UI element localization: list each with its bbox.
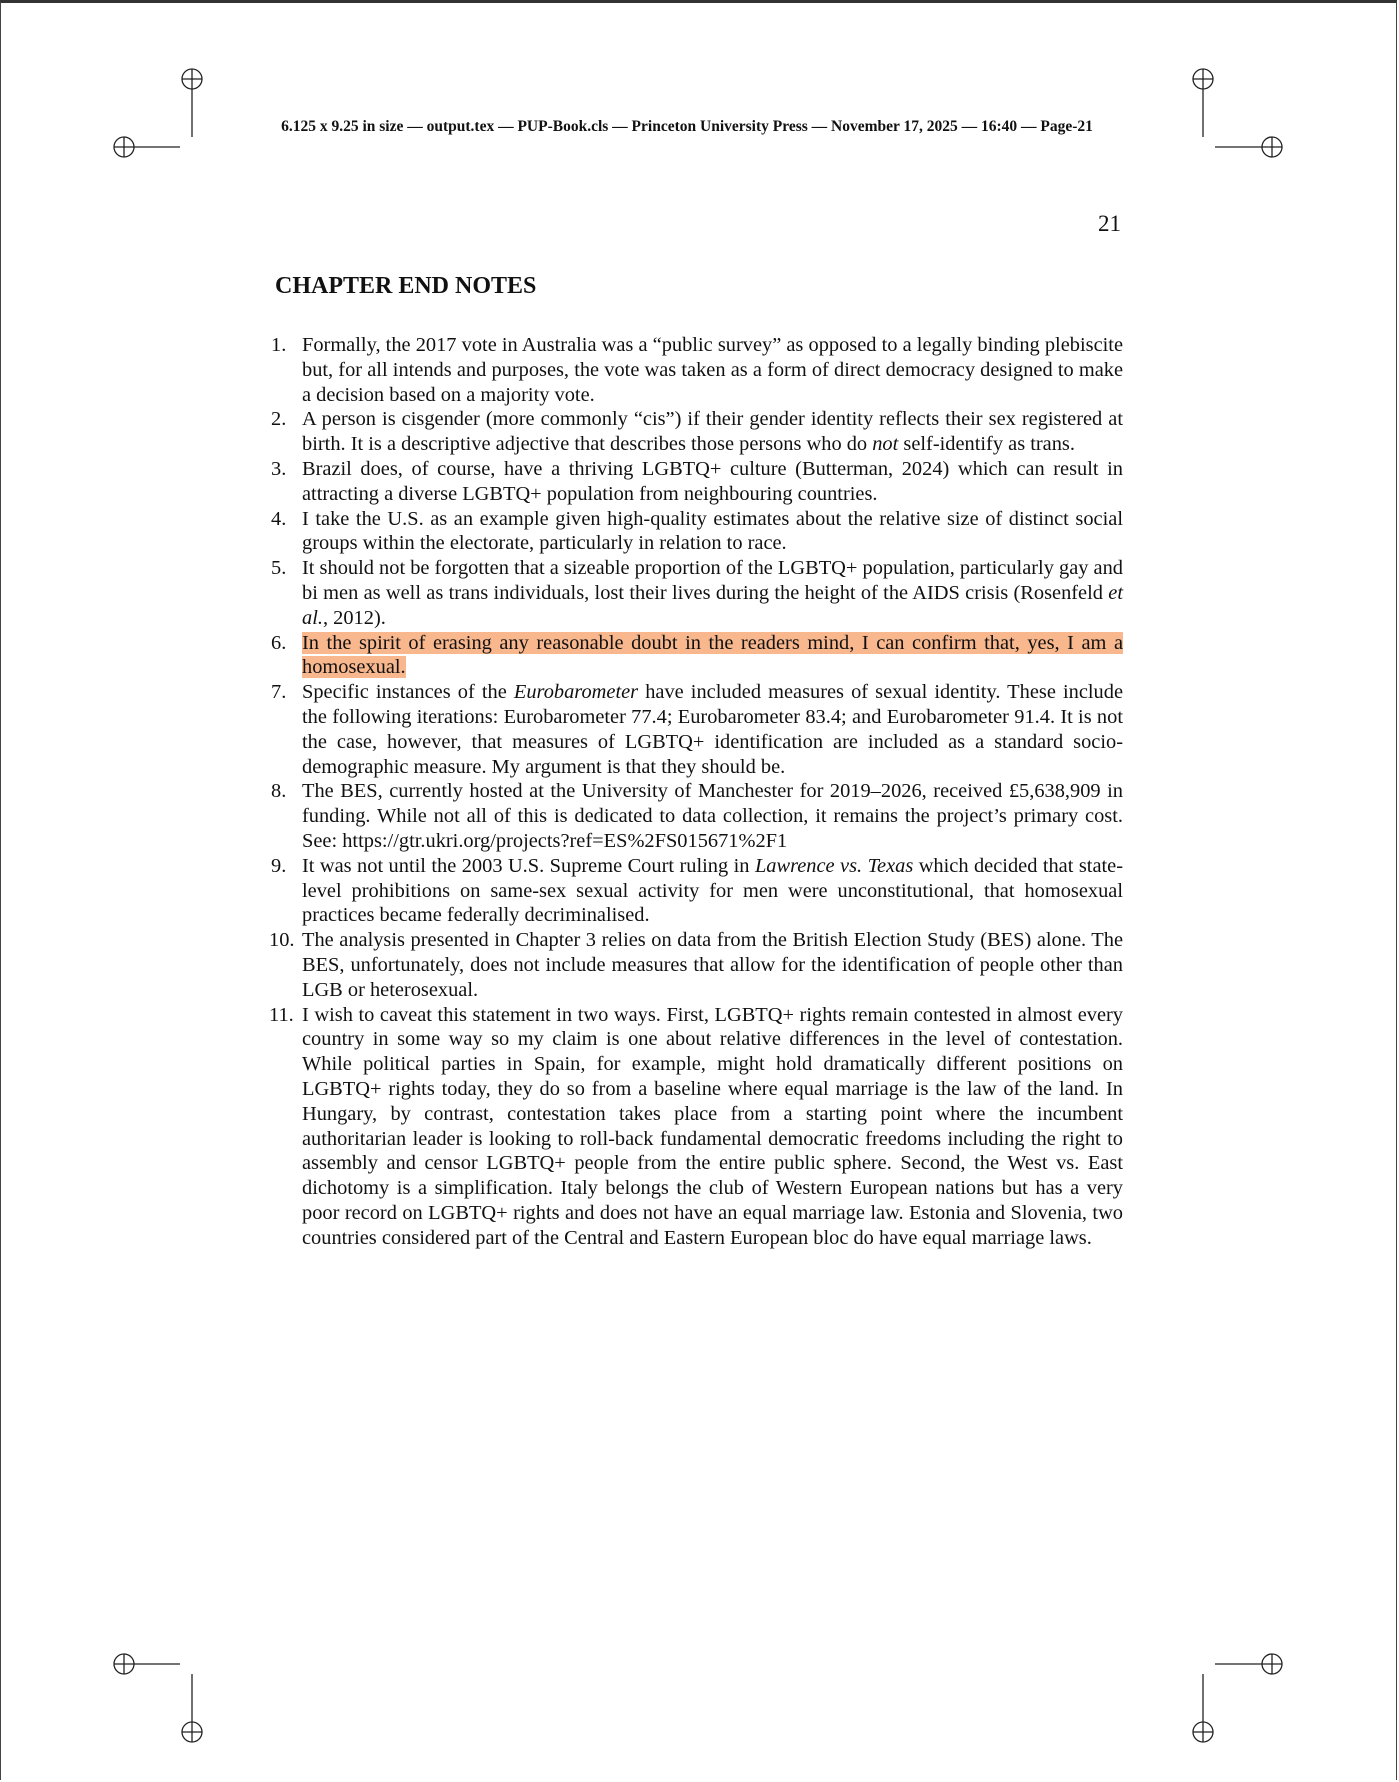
endnote-4 bbox=[271, 507, 1123, 557]
endnote-6 bbox=[271, 631, 1123, 681]
running-head: 6.125 x 9.25 in size — output.tex — PUP-Book.cls — Princeton University Press — November 17, 2025 — 16:40 — Page-21 bbox=[281, 118, 1093, 135]
registration-mark-bottom-right-lower bbox=[1193, 1674, 1213, 1742]
endnote-number: 7. bbox=[271, 681, 287, 704]
endnote-number: 1. bbox=[271, 334, 287, 356]
endnote-number: 11. bbox=[269, 1003, 294, 1026]
endnote-emphasis: Lawrence vs. Texas bbox=[754, 854, 914, 877]
endnote-emphasis: Eurobarometer bbox=[513, 681, 639, 704]
endnote-text: The analysis presented in Chapter 3 relies on data from the British Election Study (BES) alone. The BES, unfortunately, does not include measures that allow for the identification of people other than LGB or heterosexual. bbox=[302, 929, 1123, 1001]
registration-mark-bottom-right-upper bbox=[1215, 1654, 1282, 1674]
endnote-9 bbox=[271, 854, 1123, 928]
endnote-number: 9. bbox=[271, 854, 287, 877]
endnote-text: It was not until the 2003 U.S. Supreme Court ruling in bbox=[302, 854, 755, 877]
endnote-text: , 2012). bbox=[322, 606, 386, 629]
endnote-text: It should not be forgotten that a sizeable proportion of the LGBTQ+ population, particularly gay and bi men as well as trans individuals, lost their lives during the height of the AIDS crisis (Rosenfeld bbox=[302, 557, 1123, 604]
endnote-text: Formally, the 2017 vote in Australia was a “public survey” as opposed to a legally binding plebiscite but, for all intends and purposes, the vote was taken as a form of direct democracy designed to make a decision based on a majority vote. bbox=[302, 334, 1123, 406]
endnote-5 bbox=[271, 556, 1123, 630]
endnote-text: Specific instances of the bbox=[302, 681, 514, 704]
endnote-number: 4. bbox=[271, 507, 287, 530]
endnote-8 bbox=[271, 779, 1123, 853]
endnote-number: 8. bbox=[271, 780, 287, 803]
endnote-2 bbox=[271, 407, 1123, 457]
endnote-text: I take the U.S. as an example given high-quality estimates about the relative size of distinct social groups within the electorate, particularly in relation to race. bbox=[302, 507, 1123, 555]
endnote-text: have included measures of sexual identity. These include the following iterations: Eurobarometer 77.4; Eurobarometer 83.4; and Eurobarometer 91.4. It is not the case, however, that measures of LGBTQ+ identification are included as a standard socio-demographic measure. My argument is that they should be. bbox=[302, 681, 1123, 778]
endnote-text: Brazil does, of course, have a thriving LGBTQ+ culture (Butterman, 2024) which can result in attracting a diverse LGBTQ+ population from neighbouring countries. bbox=[302, 457, 1123, 505]
endnote-number: 10. bbox=[269, 929, 295, 952]
endnote-emphasis: et al. bbox=[302, 581, 1123, 629]
endnote-11 bbox=[271, 1003, 1123, 1251]
registration-mark-bottom-left-upper bbox=[114, 1654, 180, 1674]
endnote-text: I wish to caveat this statement in two ways. First, LGBTQ+ rights remain contested in almost every country in some way so my claim is one about relative differences in the level of contestation. While political parties in Spain, for example, might hold dramatically different positions on LGBTQ+ rights today, they do so from a baseline where equal marriage is the law of the land. In Hungary, by contrast, contestation takes place from a starting point where the incumbent authoritarian leader is looking to roll-back fundamental democratic freedoms including the right to assembly and censor LGBTQ+ people from the entire public sphere. Second, the West vs. East dichotomy is a simplification. Italy belongs the club of Western European nations but has a very poor record on LGBTQ+ rights and does not have an equal marriage law. Estonia and Slovenia, two countries considered part of the Central and Eastern European bloc do have equal marriage laws. bbox=[302, 1003, 1123, 1249]
endnote-emphasis: not bbox=[872, 433, 899, 456]
registration-mark-top-left-upper bbox=[182, 69, 202, 137]
endnote-1 bbox=[271, 333, 1123, 407]
endnote-number: 3. bbox=[271, 457, 287, 480]
endnote-number: 5. bbox=[271, 557, 287, 580]
endnote-10 bbox=[271, 928, 1123, 1002]
endnote-text: which decided that state-level prohibitions on same-sex sexual activity for men were unconstitutional, that homosexual practices became federally decriminalised. bbox=[302, 854, 1124, 927]
highlighted-endnote-text[interactable]: In the spirit of erasing any reasonable doubt in the readers mind, I can confirm that, yes, I am a homosexual. bbox=[302, 631, 1123, 679]
page-number: 21 bbox=[1098, 211, 1121, 236]
endnote-text: A person is cisgender (more commonly “cis”) if their gender identity reflects their sex registered at birth. It is a descriptive adjective that describes those persons who do bbox=[302, 408, 1123, 456]
endnote-text: self-identify as trans. bbox=[898, 433, 1075, 456]
endnote-number: 2. bbox=[271, 408, 287, 431]
registration-mark-top-left-lower bbox=[114, 137, 180, 157]
endnote-number: 6. bbox=[271, 631, 287, 654]
registration-mark-top-right-upper bbox=[1193, 69, 1213, 137]
registration-mark-top-right-lower bbox=[1215, 137, 1282, 157]
endnotes-list bbox=[271, 333, 1123, 1250]
endnote-url-link[interactable]: https://gtr.ukri.org/projects?ref=ES%2FS015671%2F1 bbox=[342, 829, 788, 852]
endnote-text: The BES, currently hosted at the University of Manchester for 2019–2026, received £5,638,909 in funding. While not all of this is dedicated to data collection, it remains the project’s primary cost. See: bbox=[302, 780, 1123, 852]
endnote-7 bbox=[271, 680, 1123, 779]
registration-mark-bottom-left-lower bbox=[182, 1674, 202, 1742]
chapter-title: CHAPTER END NOTES bbox=[275, 273, 537, 299]
endnote-3 bbox=[271, 457, 1123, 507]
